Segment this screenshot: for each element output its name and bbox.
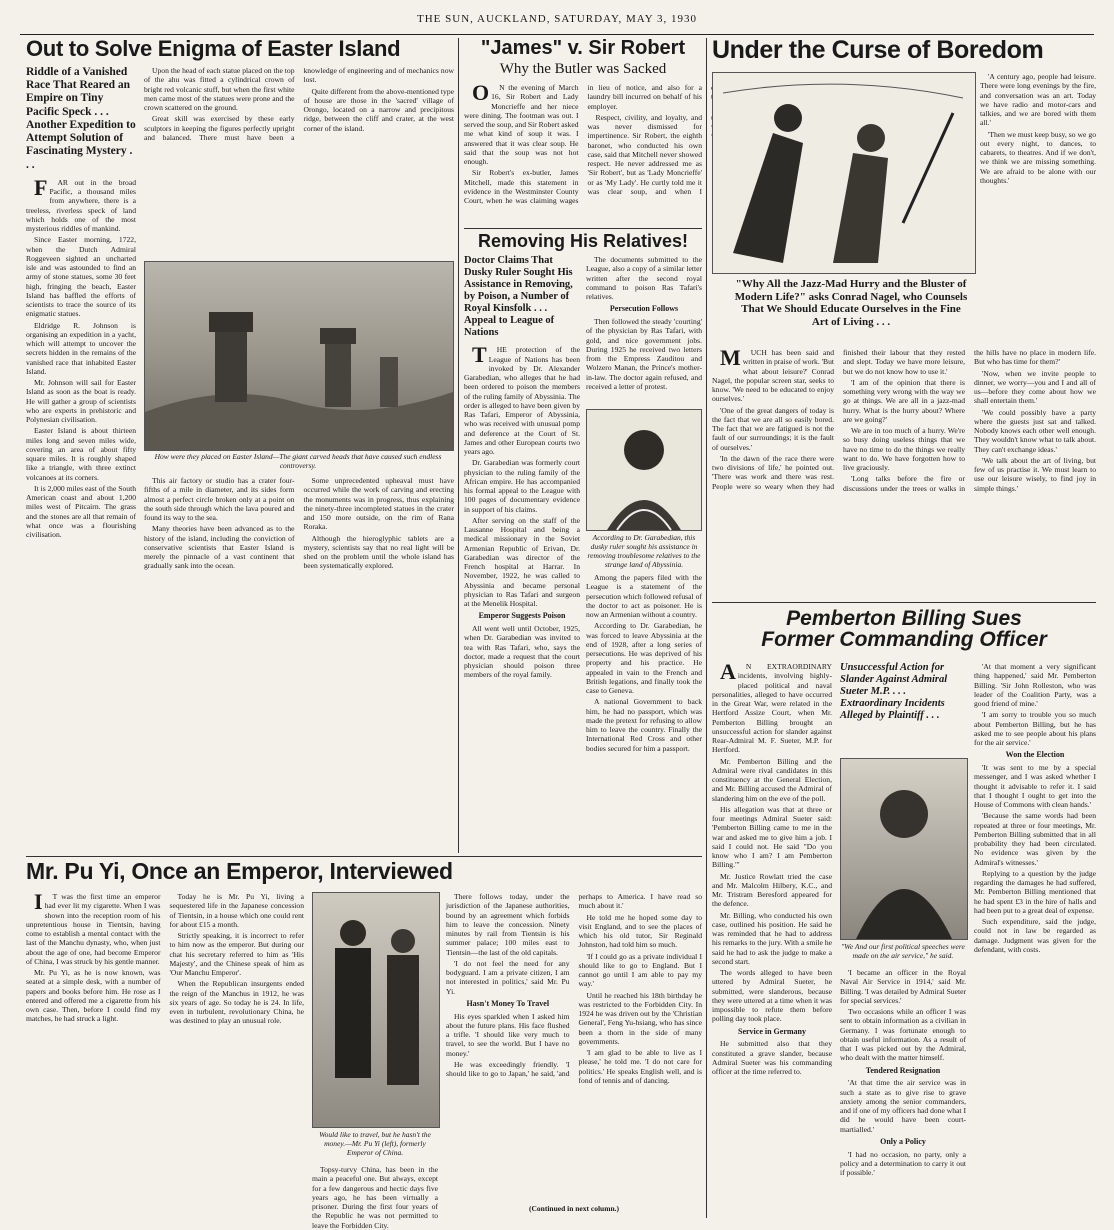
dropcap: O — [472, 80, 490, 105]
paragraph: Then followed the steady 'courting' of the physician by Ras Tafari, with gold, and nice government jobs. During 1925 he received two letters from the Empress Zauditou and Wolzero Manan, the Prince's mother-in-law. The doctor again refused, and received a letter of protest. — [586, 317, 702, 391]
paragraph: 'A century ago, people had leisure. There were long evenings by the fire, and conversation was an art. Today we have radio and motor-cars and talkies, and we are bored with them all.' — [980, 72, 1096, 128]
paragraph: Quite different from the above-mentioned type of house are those in the 'sacred' village of Orongo, located on a narrow and precipitous ridge, between the cliff and crater, at the west corner of the island. — [303, 86, 454, 133]
easter-island-top-columns — [144, 66, 454, 254]
paragraph: 'At that moment a very significant thing happened,' said Mr. Pemberton Billing. 'Sir John Rolleston, who was leader of the Coalition Party, was a good friend of mine.' — [974, 662, 1096, 708]
paragraph: He was exceedingly friendly. 'I should like to go to Japan,' he said, 'and perhaps to America. I have read so much about it.' — [446, 892, 702, 1078]
boredom-body — [712, 345, 1096, 596]
paragraph: 'Long talks before the fire or discussions under the trees or walks in the hills have no place in modern life. But who has time for them?' — [843, 348, 1096, 493]
column-rule — [706, 38, 707, 1218]
paragraph: Mr. Johnson will sail for Easter Island as soon as the boat is ready. He will gather a group of scientists who are experts in prehistoric and Polynesian civilisation. — [26, 378, 136, 424]
paragraph: T HE protection of the League of Nations has been invoked by Dr. Alexander Garabedian, who alleges that he had been ordered to poison the members of the ruling family of Abyssinia. The order is alleged to have been given by Ras Tafari, Emperor of Abyssinia, who was received with unusual pomp and deference at the Court of St. James and other European courts two years ago. — [464, 342, 580, 457]
paragraph: He told me he hoped some day to visit England, and to see the places of which his old tutor, Sir Reginald Johnston, had told him so much. — [578, 912, 702, 950]
paragraph: Topsy-turvy China, has been in the main a peaceful one. But always, except for a few dangerous and hectic days five years ago, he has been virtually a prisoner. During the first four years of the Republic he was not permitted to leave the Forbidden City. — [312, 1165, 438, 1230]
paragraph: The documents submitted to the League, also a copy of a similar letter written after the second royal command to poison Ras Tafari's relatives. — [586, 255, 702, 301]
paragraph: Strictly speaking, it is incorrect to refer to him now as the emperor. But during our chat his secretary referred to him as 'His Majesty', and the Chinese speak of him as 'Our Manchu Emperor'. — [169, 931, 304, 977]
paragraph: The words alleged to have been uttered by Admiral Sueter, he submitted, were slanderous, because they were uttered at a time when it was impossible to refute them before polling day took place. — [712, 968, 832, 1024]
paragraph: Mr. Pemberton Billing and the Admiral were rival candidates in this constituency at the General Election, and Mr. Billing accused the Admiral of slandering him on the eve of the poll. — [712, 756, 832, 803]
puyi-subhead: Hasn't Money To Travel — [466, 998, 550, 1008]
paragraph: Two occasions while an officer I was sent to obtain information as a civilian in Germany. I was fortunate enough to obtain useful information. As a result of that I was picked out by the Admiral, who dealt with the matter himself. — [840, 1007, 966, 1063]
paragraph: Replying to a question by the judge regarding the damages he had suffered, Mr. Pemberton Billing mentioned that he had spent £3 in the hire of halls and had been put to a great deal of expense. — [974, 868, 1096, 915]
billing-subhead-resignation: Tendered Resignation — [865, 1065, 941, 1075]
puyi-figures — [313, 893, 439, 1127]
relatives-headline: Removing His Relatives! — [477, 231, 689, 251]
paragraph: He submitted also that they constituted a grave slander, because Admiral Sueter was his commanding officer at the time referred to. — [712, 1039, 832, 1076]
puyi-article — [26, 858, 702, 1230]
easter-island-article — [26, 38, 454, 853]
butler-kicker: "James" v. Sir Robert — [480, 37, 686, 59]
billing-headline-line2: Former Commanding Officer — [761, 628, 1047, 651]
paragraph: Among the papers filed with the League is a statement of the persecution which followed refusal of the doctor to act as poisoner. He is now an Armenian without a country. — [586, 573, 702, 619]
paragraph: A national Government to back him, he had no passport, which was made the pretext for refusing to allow him to leave the country. Finally the International Red Cross and other bodies secured for him a passport. — [586, 697, 702, 753]
paragraph: All went well until October, 1925, when Dr. Garabedian was invited to tea with Ras Tafari, who, says the doctor, made a request that the court physician should poison three members of the royal family. — [464, 624, 580, 680]
easter-island-photo-caption: How were they placed on Easter Island—The giant carved heads that have caused such endless controversy. — [154, 452, 442, 470]
paragraph: 'Because the same words had been repeated at three or four meetings, Mr. Pemberton Billing submitted that in all probability they had been circulated. No evidence was given by the Admiral's witnesses.' — [974, 811, 1096, 867]
paragraph: 'At that time the air service was in such a state as to give rise to grave anxiety among the senior commanders, and if one of my officers had done what I did he would have been court-martialled.' — [840, 1078, 966, 1134]
paragraph: M UCH has been said and written in praise of work. 'But what about leisure?' Conrad Nagel, the popular screen star, seeks to know. 'We need to be educated to enjoy ourselves.' — [712, 345, 834, 404]
easter-island-bottom-columns — [144, 476, 454, 838]
paragraph: Eldridge R. Johnson is organising an expedition in a yacht, which will attempt to uncover the secrets hidden in the remains of the vanished race that inhabited Easter Island. — [26, 320, 136, 376]
dancers-drawing — [713, 73, 975, 273]
paragraph: Easter Island is about thirteen miles long and seven miles wide, covering an area of about fifty square miles. It is roughly shaped like a triangle, with three extinct volcanoes at its corners. — [26, 426, 136, 482]
paragraph: His allegation was that at three or four meetings Admiral Sueter said: 'Pemberton Billing came to me in the war and asked me to give him a job. I said I could not. He said "Do you know who I am? I am Pemberton Billing."' — [712, 804, 832, 870]
paragraph: Until he reached his 18th birthday he was restricted to the Forbidden City. In 1924 he was driven out by the 'Christian General', Feng Yu-hsiang, who has since been a thorn in the side of many governments. — [578, 990, 702, 1046]
billing-subhead-election: Won the Election — [1005, 750, 1065, 760]
paragraph: Mr. Billing, who conducted his own case, outlined his position. He said he was reminded that he had to address his remarks to the jury. With a smile he said he had to ask the judge to make a second start. — [712, 910, 832, 966]
boredom-pullquote: "Why All the Jazz-Mad Hurry and the Bluster of Modern Life?" asks Conrad Nagel, who Counsels That We Should Educate Ourselves in the Fine Art of Living . . . — [734, 278, 968, 328]
puyi-col-mid — [312, 1165, 438, 1230]
billing-article — [712, 608, 1096, 1218]
paragraph: Mr. Pu Yi, as he is now known, was seated at a simple desk, with a number of papers and books before him. He rose as I entered and offered me a cigarette from his own case. Then, before I could find my matches, he had struck a light. — [26, 968, 161, 1024]
paragraph: I T was the first time an emperor had ever lit my cigarette. When I was shown into the reception room of his unpretentious house in Tientsin, having come to establish a mental contact with the last of the Manchu dynasty, who, when just about the age of one, had become Emperor of China, I was struck by his gentle manner. — [26, 889, 161, 966]
relatives-deck: Doctor Claims That Dusky Ruler Sought His Assistance in Removing, by Poison, a Number of Royal Kinsfolk . . . Appeal to League of Nations — [464, 255, 573, 339]
relatives-col2 — [586, 255, 702, 405]
butler-headline: Why the Butler was Sacked — [499, 61, 667, 77]
billing-subhead-policy: Only a Policy — [880, 1136, 926, 1146]
dropcap: M — [720, 345, 741, 370]
easter-island-statues-photo — [144, 261, 454, 451]
paragraph: 'One of the great dangers of today is the fact that we are all so easily bored. The fact that we are fatigued is not the fault of our surroundings; it is the fault of ourselves.' — [712, 405, 834, 452]
dropcap: F — [34, 174, 48, 200]
puyi-photo-caption: Would like to travel, but he hasn't the money.—Mr. Pu Yi (left), formerly Emperor of China. — [319, 1130, 431, 1157]
paragraph: Mr. Justice Rowlatt tried the case and Mr. Malcolm Hilbery, K.C., and Mr. Tristram Beresford appeared for the defence. — [712, 871, 832, 909]
paragraph: Sir Robert's ex-butler, James Mitchell, made this statement in evidence in the Westminster County Court, when he was claiming wages in lieu of notice, and also for a laundry bill incurred on behalf of his employer. — [464, 83, 702, 205]
paragraph: 'If I could go as a private individual I should like to go to England. But I cannot go until I am able to pay my way.' — [578, 951, 702, 989]
paragraph: When the Republican insurgents ended the reign of the Manchus in 1912, he was six years of age. So today he is 24. In life, even in turbulent, revolutionary China, he was destined to play an unusual role. — [169, 979, 304, 1026]
paragraph: Some unprecedented upheaval must have occurred while the work of carving and erecting the monuments was in progress, thus explaining the ninety-three incompleted statues in the crater and 150 more outside, on the rim of Rana Roraka. — [303, 476, 454, 532]
paragraph: This air factory or studio has a crater four-fifths of a mile in diameter, and its sides form almost a perfect circle broken only at a point on the south side through which the lava poured and found its way to the sea. — [144, 476, 295, 522]
butler-body — [464, 80, 702, 211]
paragraph: 'We could possibly have a party where the guests just sat and talked. Nobody knows each other well enough. They wouldn't know what to talk about. They can't exchange ideas.' — [974, 407, 1096, 454]
paragraph: 'I had no occasion, no party, only a policy and a determination to carry it out if possible.' — [840, 1149, 966, 1177]
easter-island-deck: Riddle of a Vanished Race That Reared an Empire on Tiny Pacific Speck . . . Another Expedition to Attempt Solution of Fascinating Mystery . . . — [26, 66, 136, 171]
paragraph: 'I am glad to be able to live as I please,' he told me. 'I do not care for politics.' He speaks English well, and is fond of tennis and of dancing. — [578, 1048, 702, 1085]
portrait-illustration — [587, 410, 701, 530]
ras-tafari-drawing — [586, 409, 702, 531]
puyi-col-right — [446, 892, 702, 1202]
easter-island-headline: Out to Solve Enigma of Easter Island — [26, 36, 401, 61]
paragraph: 'I became an officer in the Royal Naval Air Service in 1914,' said Mr. Billing. 'I was detailed by Admiral Sueter for special services.' — [840, 968, 967, 1005]
relatives-photo-caption: According to Dr. Garabedian, this dusky ruler sought his assistance in removing troublesome relatives to the strange land of Abyssinia. — [587, 533, 701, 569]
paragraph: Many theories have been advanced as to the history of the island, including the conviction of conservative scientists that Easter Island is merely the pinnacle of a vast continent that gradually sank into the ocean. — [144, 524, 295, 571]
paragraph: After serving on the staff of the Lausanne Hospital and being a medical missionary in the Soviet Armenian Republic of Erivan, Dr. Garabedian was director of the French hospital at Harrar. In November, 1922, he was called to Abyssinia and became personal physician to Ras Tafari and surgeon at the Menelik Hospital. — [464, 515, 580, 609]
paragraph: 'In the dawn of the race there were two divisions of life,' he pointed out. 'There was work and there was rest. People were so weary when they had finished their labour that they rested and slept. Today we have more leisure, but we do not know how to use it.' — [712, 348, 965, 491]
boredom-right-col — [980, 72, 1096, 306]
butler-article — [464, 38, 702, 226]
paragraph: 'I am of the opinion that there is something very wrong with the way we go at things. We are all in a jazz-mad hurry. What is the hurry about? Where are we going?' — [843, 377, 965, 424]
paragraph: His eyes sparkled when I asked him about the future plans. His face flushed a trifle. 'I should like very much to travel, to see the world. But I have no money.' — [446, 1011, 570, 1058]
paragraph: 'We talk about the art of living, but few of us practise it. We must learn to use our leisure wisely, to find joy in simple things.' — [974, 455, 1096, 493]
paragraph: According to Dr. Garabedian, he was forced to leave Abyssinia at the end of 1928, after a long series of persecutions. He was deprived of his property and his practice. He appealed in vain to the French and British legations, and finally took the case to Geneva. — [586, 621, 702, 695]
paragraph: O N the evening of March 16, Sir Robert and Lady Moncrieffe and her niece were dining. The footman was out. I served the soup, and Sir Robert asked me what kind of soup it was. I answered that it was clear soup. He said that the soup was not hot enough. — [464, 80, 579, 166]
paragraph: 'Now, when we invite people to dinner, we worry—you and I and all of us—before they come about how we shall entertain them.' — [974, 368, 1096, 406]
billing-portrait — [841, 759, 967, 939]
boredom-headline: Under the Curse of Boredom — [712, 36, 1044, 64]
puyi-continued: (Continued in next column.) — [528, 1204, 619, 1213]
billing-headline-line1: Pemberton Billing Sues — [786, 607, 1022, 630]
paragraph: Dr. Garabedian was formerly court physician to the ruling family of the African empire. He has accompanied his formal appeal to the League with 100 pages of documentary evidence in support of his claims. — [464, 458, 580, 514]
relatives-col2-bottom — [586, 573, 702, 813]
paragraph: Today he is Mr. Pu Yi, living a sequestered life in the Japanese concession of Tientsin, in a house which one could rent for about £15 a month. — [169, 892, 304, 929]
relatives-col1 — [464, 342, 580, 831]
billing-photo — [840, 758, 968, 940]
section-rule — [464, 228, 702, 229]
puyi-headline: Mr. Pu Yi, Once an Emperor, Interviewed — [26, 858, 453, 884]
masthead — [20, 8, 1094, 35]
paragraph: 'Then we must keep busy, so we go out every night, to dances, to cabarets, to theatres. And if we don't, we think we are missing something. We are afraid to be alone with our thoughts.' — [980, 129, 1096, 185]
jazz-dancers-illustration — [712, 72, 976, 274]
puyi-photo — [312, 892, 440, 1128]
section-rule — [26, 856, 702, 857]
paragraph: 'I am sorry to trouble you so much about Pemberton Billing, but he has asked me to see people about his plans for the air service.' — [974, 710, 1096, 747]
dropcap: I — [34, 889, 43, 914]
billing-deck: Unsuccessful Action for Slander Against Admiral Sueter M.P. . . . Extraordinary Incidents Alleged by Plaintiff . . . — [840, 662, 948, 722]
relatives-subhead-poison: Emperor Suggests Poison — [478, 611, 566, 621]
masthead-text: THE SUN, AUCKLAND, SATURDAY, MAY 3, 1930 — [417, 13, 697, 25]
billing-col1 — [712, 659, 832, 1216]
relatives-article — [464, 232, 702, 853]
paragraph: Respect, civility, and loyalty, and was never dismissed for impertinence. Sir Robert, the eighth baronet, who conducted his own case, said that Mitchell never showed respect. He never addressed me as 'Sir Robert', but as 'Lady Moncrieffe' or as 'My Lady'. He curtly told me it was clear soup, and when I — [587, 112, 702, 196]
paragraph: We are in too much of a hurry. We're so busy doing useless things that we have no time to do the things we really want to do. We have forgotten how to live graciously. — [843, 426, 965, 472]
dropcap: A — [720, 659, 736, 684]
paragraph: It is 2,000 miles east of the South American coast and about 1,200 miles west of Pitcairn. The grass and the stones are all that remain of what once was a flourishing civilisation. — [26, 483, 136, 539]
easter-island-col1 — [26, 174, 136, 878]
paragraph: Upon the head of each statue placed on the top of the ahu was fitted a cylindrical crown of bright red volcanic stuff, but when the first white men came most of the statues were prone and the crown scattered on the ground. — [144, 66, 295, 112]
paragraph: Such expenditure, said the judge, could not in law be regarded as damage. Judgment was given for the defendant, with costs. — [974, 917, 1096, 954]
paragraph: Since Easter morning, 1722, when the Dutch Admiral Roggeveen sighted an uncharted isle and was astounded to find an army of stone statues, some 30 feet high, fringing the beach, Easter Island has baffled the efforts of scientists to trace the source of its enigmatic statues. — [26, 235, 136, 319]
paragraph: Great skill was exercised by these early sculptors in keeping the figures perfectly upright and balanced. There must have been a knowledge of engineering and of mechanics now lost. — [144, 66, 454, 142]
billing-subhead-germany: Service in Germany — [738, 1026, 806, 1036]
boredom-article — [712, 38, 1096, 598]
section-rule — [712, 602, 1096, 603]
paragraph: Although the hieroglyphic tablets are a mystery, scientists say that no real light will be shed on the problem until the whole island has been systematically explored. — [303, 533, 454, 571]
billing-col2 — [840, 968, 966, 1216]
statues-illustration — [145, 262, 453, 450]
billing-photo-caption: "We And our first political speeches were made on the air service," he said. — [841, 942, 965, 960]
paragraph: 'I do not feel the need for any bodyguard. I am a private citizen, I am not interested in politics,' said Mr. Pu Yi. — [446, 958, 570, 996]
paragraph: A N EXTRAORDINARY incidents, involving highly-placed political and naval personalities, alleged to have occurred in the Great War, were related in the Hertford Assize Court, when Mr. Pemberton Billing brought an unsuccessful action for slander against Rear-Admiral M. F. Sueter, M.P. for Hertford. — [712, 659, 832, 755]
relatives-subhead: Persecution Follows — [609, 304, 679, 314]
dropcap: T — [472, 342, 487, 368]
puyi-col-left — [26, 889, 304, 1216]
paragraph: There follows today, under the jurisdiction of the Japanese authorities, bound by an agreement which forbids him to leave the concession. Ninety minutes by rail from Tientsin is his summer palace; 100 miles east to Tientsin—the last of the old capitals. — [446, 892, 570, 957]
paragraph: 'It was sent to me by a special messenger, and I was asked whether I thought it advisable to refer it. I said that I thought I ought to get into the House of Commons with clean hands.' — [974, 763, 1096, 809]
column-rule — [458, 38, 459, 853]
paragraph: F AR out in the broad Pacific, a thousand miles from anywhere, there is a treeless, riverless speck of land which holds one of the most mysterious riddles of mankind. — [26, 174, 136, 233]
billing-col3 — [974, 662, 1096, 1216]
